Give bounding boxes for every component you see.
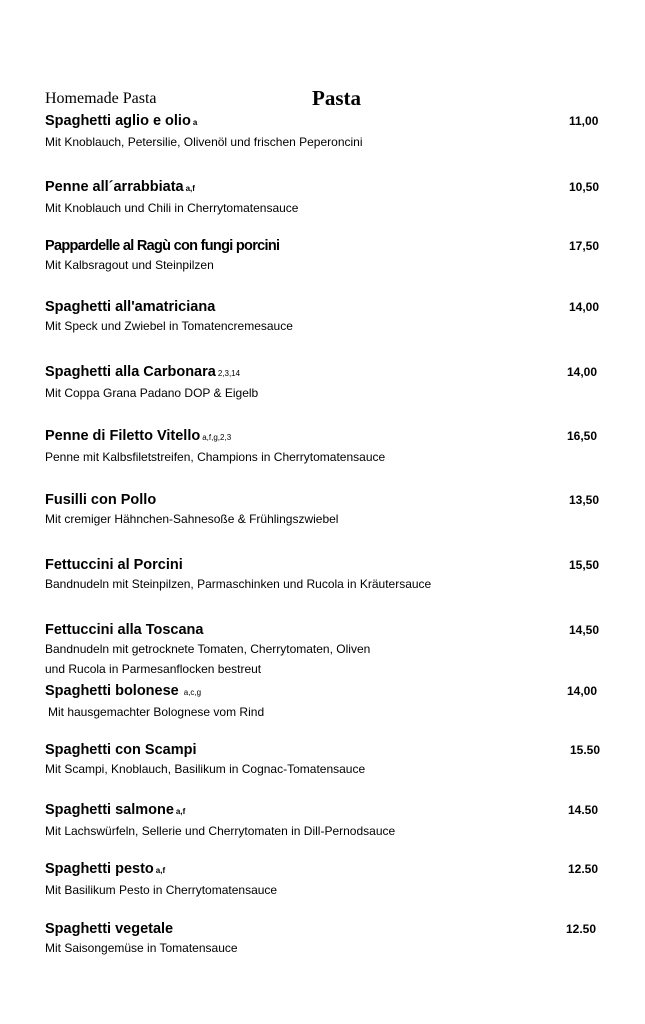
dish-price: 15,50	[569, 558, 600, 572]
menu-item	[45, 112, 605, 152]
dish-price: 16,50	[567, 429, 598, 443]
allergen-codes: a,c,g	[183, 688, 202, 697]
menu-item	[45, 427, 605, 467]
dish-price: 14.50	[568, 803, 599, 817]
dish-name: Spaghetti bolonese a,c,g	[45, 683, 202, 699]
dish-name: Spaghetti all'amatriciana	[45, 299, 216, 315]
allergen-codes: 2,3,14	[217, 369, 241, 378]
dish-description-line-2: und Rucola in Parmesanflocken bestreut	[45, 662, 262, 676]
menu-item	[45, 860, 605, 900]
dish-price: 13,50	[569, 493, 600, 507]
dish-name: Spaghetti aglio e olio a	[45, 113, 198, 129]
allergen-codes: a,f	[155, 866, 166, 875]
menu-item	[45, 237, 605, 275]
dish-name: Penne all´arrabbiata a,f	[45, 179, 195, 195]
allergen-codes: a	[192, 118, 198, 127]
dish-price: 12.50	[568, 862, 599, 876]
dish-name: Spaghetti con Scampi	[45, 742, 197, 758]
dish-description: Penne mit Kalbsfiletstreifen, Champions in Cherrytomatensauce	[45, 450, 386, 464]
dish-description: Mit Saisongemüse in Tomatensauce	[45, 941, 238, 955]
dish-price: 15.50	[570, 743, 601, 757]
allergen-codes: a,f	[185, 184, 195, 193]
dish-description: Mit Speck und Zwiebel in Tomatencremesauce	[45, 319, 293, 333]
dish-price: 10,50	[569, 180, 600, 194]
menu-item	[45, 741, 605, 779]
dish-name: Spaghetti pesto a,f	[45, 861, 166, 877]
dish-description: Mit Lachswürfeln, Sellerie und Cherrytomaten in Dill-Pernodsauce	[45, 824, 396, 838]
menu-item	[45, 801, 605, 841]
menu-item	[45, 920, 605, 958]
menu-item	[45, 178, 605, 218]
menu-item	[45, 298, 605, 336]
dish-name: Fettuccini al Porcini	[45, 557, 183, 573]
allergen-codes: a,f	[175, 807, 186, 816]
dish-price: 14,00	[567, 684, 598, 698]
dish-name: Spaghetti salmone a,f	[45, 802, 186, 818]
dish-price: 12.50	[566, 922, 597, 936]
dish-description: Mit Coppa Grana Padano DOP & Eigelb	[45, 386, 259, 400]
dish-name: Spaghetti vegetale	[45, 921, 174, 937]
dish-description: Bandnudeln mit Steinpilzen, Parmaschinken und Rucola in Kräutersauce	[45, 577, 432, 591]
dish-price: 11,00	[569, 114, 599, 128]
dish-name: Penne di Filetto Vitello a,f,g,2,3	[45, 428, 232, 444]
page-title: Pasta	[312, 86, 361, 110]
dish-description: Mit hausgemachter Bolognese vom Rind	[48, 705, 265, 719]
allergen-codes: a,f,g,2,3	[202, 433, 232, 442]
dish-description: Mit cremiger Hähnchen-Sahnesoße & Frühlingszwiebel	[45, 512, 339, 526]
menu-item	[45, 556, 605, 594]
dish-description: Mit Knoblauch und Chili in Cherrytomatensauce	[45, 201, 299, 215]
menu-item	[45, 621, 605, 679]
dish-description: Mit Kalbsragout und Steinpilzen	[45, 258, 214, 272]
dish-name: Fusilli con Pollo	[45, 492, 157, 508]
menu-item	[45, 363, 605, 403]
dish-price: 14,00	[567, 365, 598, 379]
dish-description: Bandnudeln mit getrocknete Tomaten, Cherrytomaten, Oliven	[45, 642, 371, 656]
dish-price: 17,50	[569, 239, 600, 253]
menu-item	[45, 682, 605, 722]
dish-description: Mit Knoblauch, Petersilie, Olivenöl und frischen Peperoncini	[45, 135, 363, 149]
dish-name: Pappardelle al Ragù con fungi porcini	[45, 238, 280, 254]
dish-name: Fettuccini alla Toscana	[45, 622, 204, 638]
dish-price: 14,00	[569, 300, 600, 314]
dish-name: Spaghetti alla Carbonara 2,3,14	[45, 364, 241, 380]
section-label: Homemade Pasta	[45, 90, 157, 107]
dish-price: 14,50	[569, 623, 600, 637]
dish-description: Mit Scampi, Knoblauch, Basilikum in Cognac-Tomatensauce	[45, 762, 366, 776]
dish-description: Mit Basilikum Pesto in Cherrytomatensauce	[45, 883, 278, 897]
menu-item	[45, 491, 605, 529]
